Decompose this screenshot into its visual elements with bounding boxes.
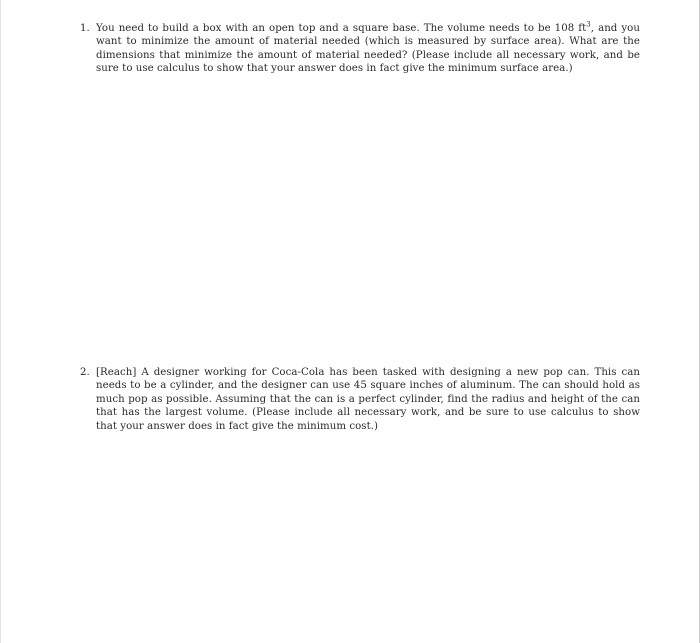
problem-1-text <box>96 22 640 76</box>
problem-1 <box>80 22 640 76</box>
problem-1-text-start: You need to build a box with an open top and a square base. The volume needs to be 108 ft <box>96 23 587 34</box>
problem-1-number: 1. <box>80 23 90 34</box>
page-edge-left <box>0 0 1 643</box>
cubic-exponent: 3 <box>586 20 591 29</box>
problem-2-number: 2. <box>80 367 90 378</box>
problem-2 <box>80 366 640 433</box>
problem-2-text: [Reach] A designer working for Coca-Cola has been tasked with designing a new pop can. This can needs to be a cylinder, and the designer can use 45 square inches of aluminum. The can should hold as much pop as possible. Assuming that the can is a perfect cylinder, find the radius and height of the can that has the largest volume. (Please include all necessary work, and be sure to use calculus to show that your answer does in fact give the minimum cost.) <box>96 367 640 432</box>
problem-1-text-end: , and you want to minimize the amount of material needed (which is measured by surface area). What are the dimensions that minimize the amount of material needed? (Please include all necessary work, and be sure to use calculus to show that your answer does in fact give the minimum surface area.) <box>96 23 640 75</box>
